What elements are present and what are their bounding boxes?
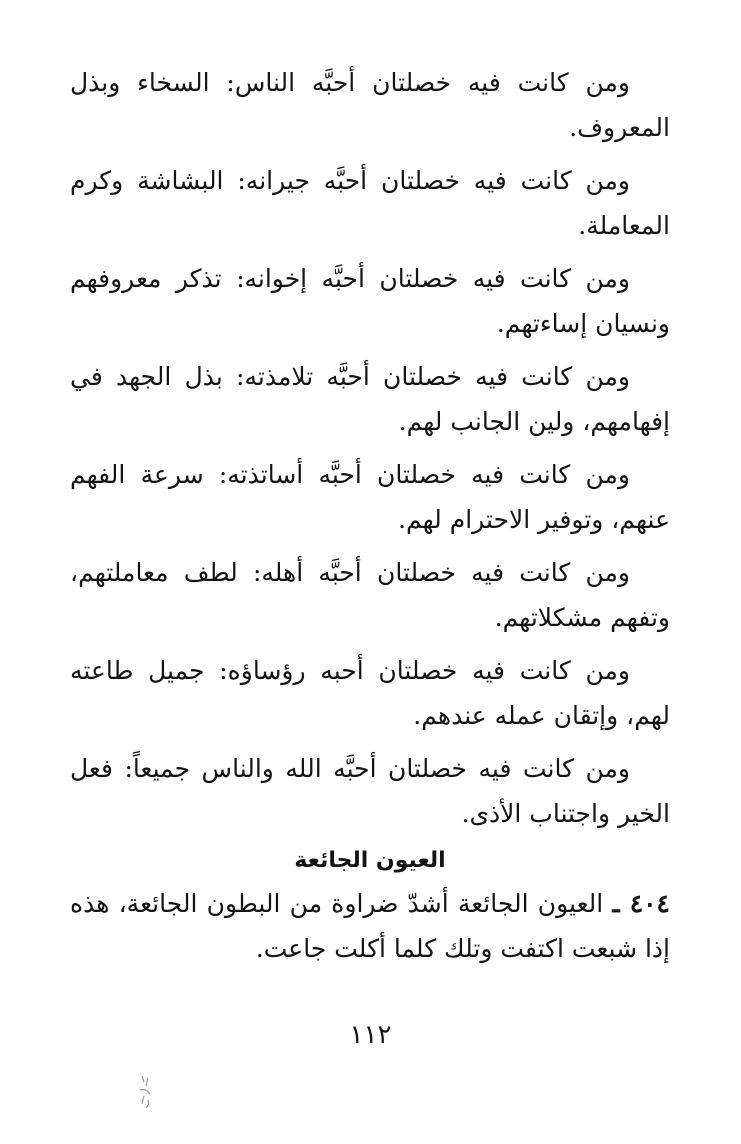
- paragraph-superiors: ومن كانت فيه خصلتان أحبه رؤساؤه: جميل طاعته لهم، وإتقان عمله عندهم.: [70, 656, 670, 730]
- paragraph-neighbors: ومن كانت فيه خصلتان أحبَّه جيرانه: البشاشة وكرم المعاملة.: [70, 166, 670, 240]
- paragraph-teachers: ومن كانت فيه خصلتان أحبَّه أساتذته: سرعة الفهم عنهم، وتوفير الاحترام لهم.: [70, 460, 670, 534]
- section-heading: العيون الجائعة: [294, 848, 446, 873]
- paragraph-family: ومن كانت فيه خصلتان أحبَّه أهله: لطف معاملتهم، وتفهم مشكلاتهم.: [70, 558, 670, 632]
- page-number: ١١٢: [349, 1020, 392, 1050]
- paragraph-everyone: ومن كانت فيه خصلتان أحبَّه الله والناس جميعاً: فعل الخير واجتناب الأذى.: [70, 754, 670, 828]
- page-body: [70, 60, 670, 971]
- entry-number: ٤٠٤ ـ: [612, 889, 670, 918]
- paragraph-generosity: ومن كانت فيه خصلتان أحبَّه الناس: السخاء وبذل المعروف.: [70, 68, 670, 142]
- entry-text: العيون الجائعة أشدّ ضراوة من البطون الجائعة، هذه إذا شبعت اكتفت وتلك كلما أكلت جاعت.: [70, 889, 670, 963]
- paragraph-brothers: ومن كانت فيه خصلتان أحبَّه إخوانه: تذكر معروفهم ونسيان إساءتهم.: [70, 264, 670, 338]
- paragraph-students: ومن كانت فيه خصلتان أحبَّه تلامذته: بذل الجهد في إفهامهم، ولين الجانب لهم.: [70, 362, 670, 436]
- numbered-entry: [70, 881, 670, 971]
- scan-speck-mark: [132, 1072, 160, 1112]
